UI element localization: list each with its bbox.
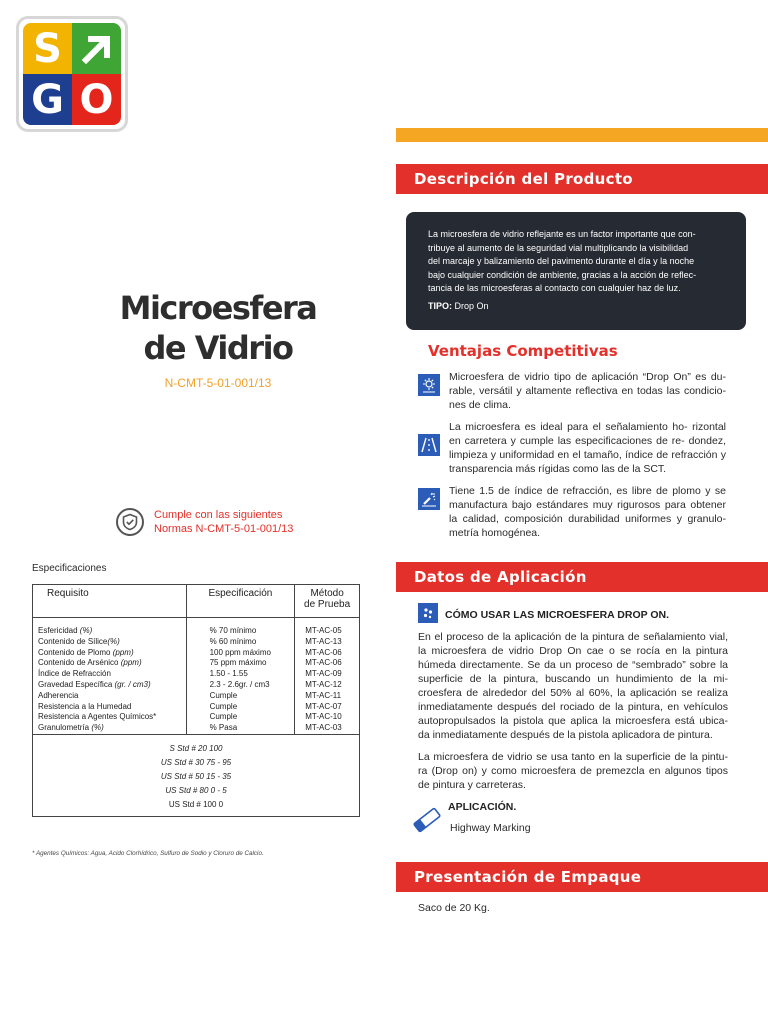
requisito-cell: Resistencia a Agentes Químicos* — [38, 712, 157, 722]
advantage-item — [418, 484, 726, 540]
requisito-column — [33, 618, 187, 735]
std-line: US Std # 30 75 - 95 — [160, 758, 232, 768]
description-line: del marcaje y balizamiento del pavimento durante el día y la noche — [428, 256, 695, 267]
header-especificacion: Especificación — [186, 585, 295, 618]
product-title-line2: de Vidrio — [143, 329, 293, 367]
specs-body-row — [33, 618, 360, 735]
marker-pen-icon — [410, 803, 444, 837]
granulometry-std-cell — [33, 734, 360, 816]
package-value: Saco de 20 Kg. — [418, 902, 490, 914]
spray-icon — [418, 488, 440, 510]
method-cell: MT-AC-03 — [305, 723, 342, 733]
method-cell: MT-AC-05 — [305, 626, 342, 635]
tipo-value: Drop On — [452, 300, 489, 311]
spec-cell: Cumple — [209, 701, 238, 711]
product-title — [60, 288, 376, 368]
specs-footnote: * Agentes Químicos: Agua, Acido Clorhídrico, Sulfuro de Sodio y Cloruro de Calcio. — [32, 850, 264, 857]
spec-cell: 1.50 - 1.55 — [209, 669, 248, 679]
logo-letter-o: O — [72, 74, 121, 125]
requisito-cell: Contenido de Sílice(%) — [38, 636, 120, 646]
product-norm: N-CMT-5-01-001/13 — [164, 376, 272, 390]
road-icon — [418, 434, 440, 456]
std-line: S Std # 20 100 — [169, 744, 223, 754]
method-cell: MT-AC-06 — [305, 658, 342, 668]
std-line: US Std # 50 15 - 35 — [160, 772, 232, 782]
beads-icon — [418, 603, 438, 623]
requisito-cell: Índice de Refracción — [38, 669, 111, 679]
aplicacion-title: APLICACIÓN. — [448, 801, 517, 813]
specs-header-row — [33, 585, 360, 618]
spec-cell: % 60 mínimo — [209, 636, 257, 646]
specs-label: Especificaciones — [32, 563, 107, 574]
requisito-cell: Contenido de Arsénico (ppm) — [38, 658, 142, 668]
advantage-item — [418, 420, 726, 476]
method-cell: MT-AC-06 — [305, 647, 342, 657]
product-title-line1: Microesfera — [119, 289, 317, 327]
section-descripcion: Descripción del Producto — [396, 164, 768, 194]
requisito-cell: Contenido de Plomo (ppm) — [38, 647, 134, 657]
aplicacion-value: Highway Marking — [450, 822, 531, 834]
method-cell: MT-AC-10 — [305, 712, 342, 722]
arrow-up-right-icon — [72, 23, 121, 74]
spec-cell: Cumple — [209, 690, 238, 700]
header-requisito: Requisito — [33, 585, 187, 618]
top-accent-bar — [396, 128, 768, 142]
description-line: bajo cualquier condición de ambiente, gracias a la acción de reflec- — [428, 269, 697, 280]
description-line: tribuye al aumento de la seguridad vial multiplicando la visibilidad — [428, 242, 689, 253]
advantage-text: Tiene 1.5 de índice de refracción, es libre de plomo y se manufactura bajo estándares muy rigurosos para obtener la calidad, composición durabilidad uniformes y granulo- metría homogénea. — [449, 485, 726, 539]
compliance-line2: Normas N-CMT-5-01-001/13 — [154, 523, 294, 535]
especificacion-column — [186, 618, 295, 735]
section-datos: Datos de Aplicación — [396, 562, 768, 592]
method-cell: MT-AC-09 — [305, 669, 342, 679]
std-line: US Std # 100 0 — [168, 800, 224, 810]
description-line: tancia de las microesferas al contacto con cualquier haz de luz. — [428, 283, 681, 294]
spec-cell: 100 ppm máximo — [209, 647, 271, 657]
ventajas-title: Ventajas Competitivas — [428, 342, 618, 360]
specs-table — [32, 584, 360, 817]
sgo-logo — [16, 16, 128, 132]
tipo-row — [428, 300, 730, 314]
specs-std-row — [33, 734, 360, 816]
requisito-cell: Resistencia a la Humedad — [38, 701, 132, 711]
compliance-line1: Cumple con las siguientes — [154, 509, 283, 521]
section-presentacion: Presentación de Empaque — [396, 862, 768, 892]
header-metodo-line2: de Prueba — [304, 599, 351, 610]
como-usar-title: CÓMO USAR LAS MICROESFERA DROP ON. — [445, 609, 670, 621]
method-cell: MT-AC-13 — [305, 636, 342, 646]
std-line: US Std # 80 0 - 5 — [165, 786, 227, 796]
method-cell: MT-AC-11 — [305, 690, 342, 700]
logo-letter-g: G — [23, 74, 72, 125]
spec-cell: % Pasa — [209, 723, 238, 733]
advantage-item — [418, 370, 726, 412]
advantage-text: La microesfera es ideal para el señalamiento ho- rizontal en carretera y cumple las especificaciones de re- dondez, limpieza y uniformidad en el tamaño, índice de refracción y transparencia más rígidas como las de la SCT. — [449, 421, 726, 475]
description-line: La microesfera de vidrio reflejante es un factor importante que con- — [428, 229, 696, 239]
description-box — [406, 212, 746, 330]
spec-cell: 2.3 - 2.6gr. / cm3 — [209, 679, 270, 689]
header-metodo-line1: Método — [310, 588, 344, 599]
compliance-text — [154, 508, 293, 536]
sun-weather-icon — [418, 374, 440, 396]
tipo-label: TIPO: — [428, 300, 452, 311]
spec-cell: Cumple — [209, 712, 238, 722]
application-paragraph: En el proceso de la aplicación de la pintura de señalamiento vial, la microesfera de vidrio Drop On cae o se rocía en la pintura húmeda directamente. Se da un proceso de “sembrado” sobre la superficie de la pintura, buscando un hundimiento de la mi- croesfera de alrededor del 50% al 60%, la aplicación se realiza inmediatamente después del rociado de la pintura, en vehículos autopropulsados la pistola que aplica la microesfera está ubica- da inmediatamente después de la pistola aplicadora de pintura. — [418, 631, 728, 741]
requisito-cell: Esfericidad (%) — [38, 626, 93, 635]
spec-cell: 75 ppm máximo — [209, 658, 267, 668]
shield-check-icon — [116, 508, 144, 536]
spec-cell: % 70 mínimo — [209, 626, 257, 635]
requisito-cell: Adherencia — [38, 690, 79, 700]
header-metodo — [295, 585, 360, 618]
advantage-text: Microesfera de vidrio tipo de aplicación “Drop On” es du- rable, versátil y altamente reflectiva en todas las condicio- nes de clima. — [449, 371, 726, 411]
application-paragraph: La microesfera de vidrio se usa tanto en la superficie de la pintu- ra (Drop on) y como microesfera de premezcla en algunos tipos de pintura y carreteras. — [418, 751, 728, 791]
metodo-column — [295, 618, 360, 735]
requisito-cell: Gravedad Específica (gr. / cm3) — [38, 679, 151, 689]
requisito-cell: Granulometría (%) — [38, 723, 104, 733]
method-cell: MT-AC-12 — [305, 679, 342, 689]
logo-letter-s: S — [23, 23, 72, 74]
method-cell: MT-AC-07 — [305, 701, 342, 711]
